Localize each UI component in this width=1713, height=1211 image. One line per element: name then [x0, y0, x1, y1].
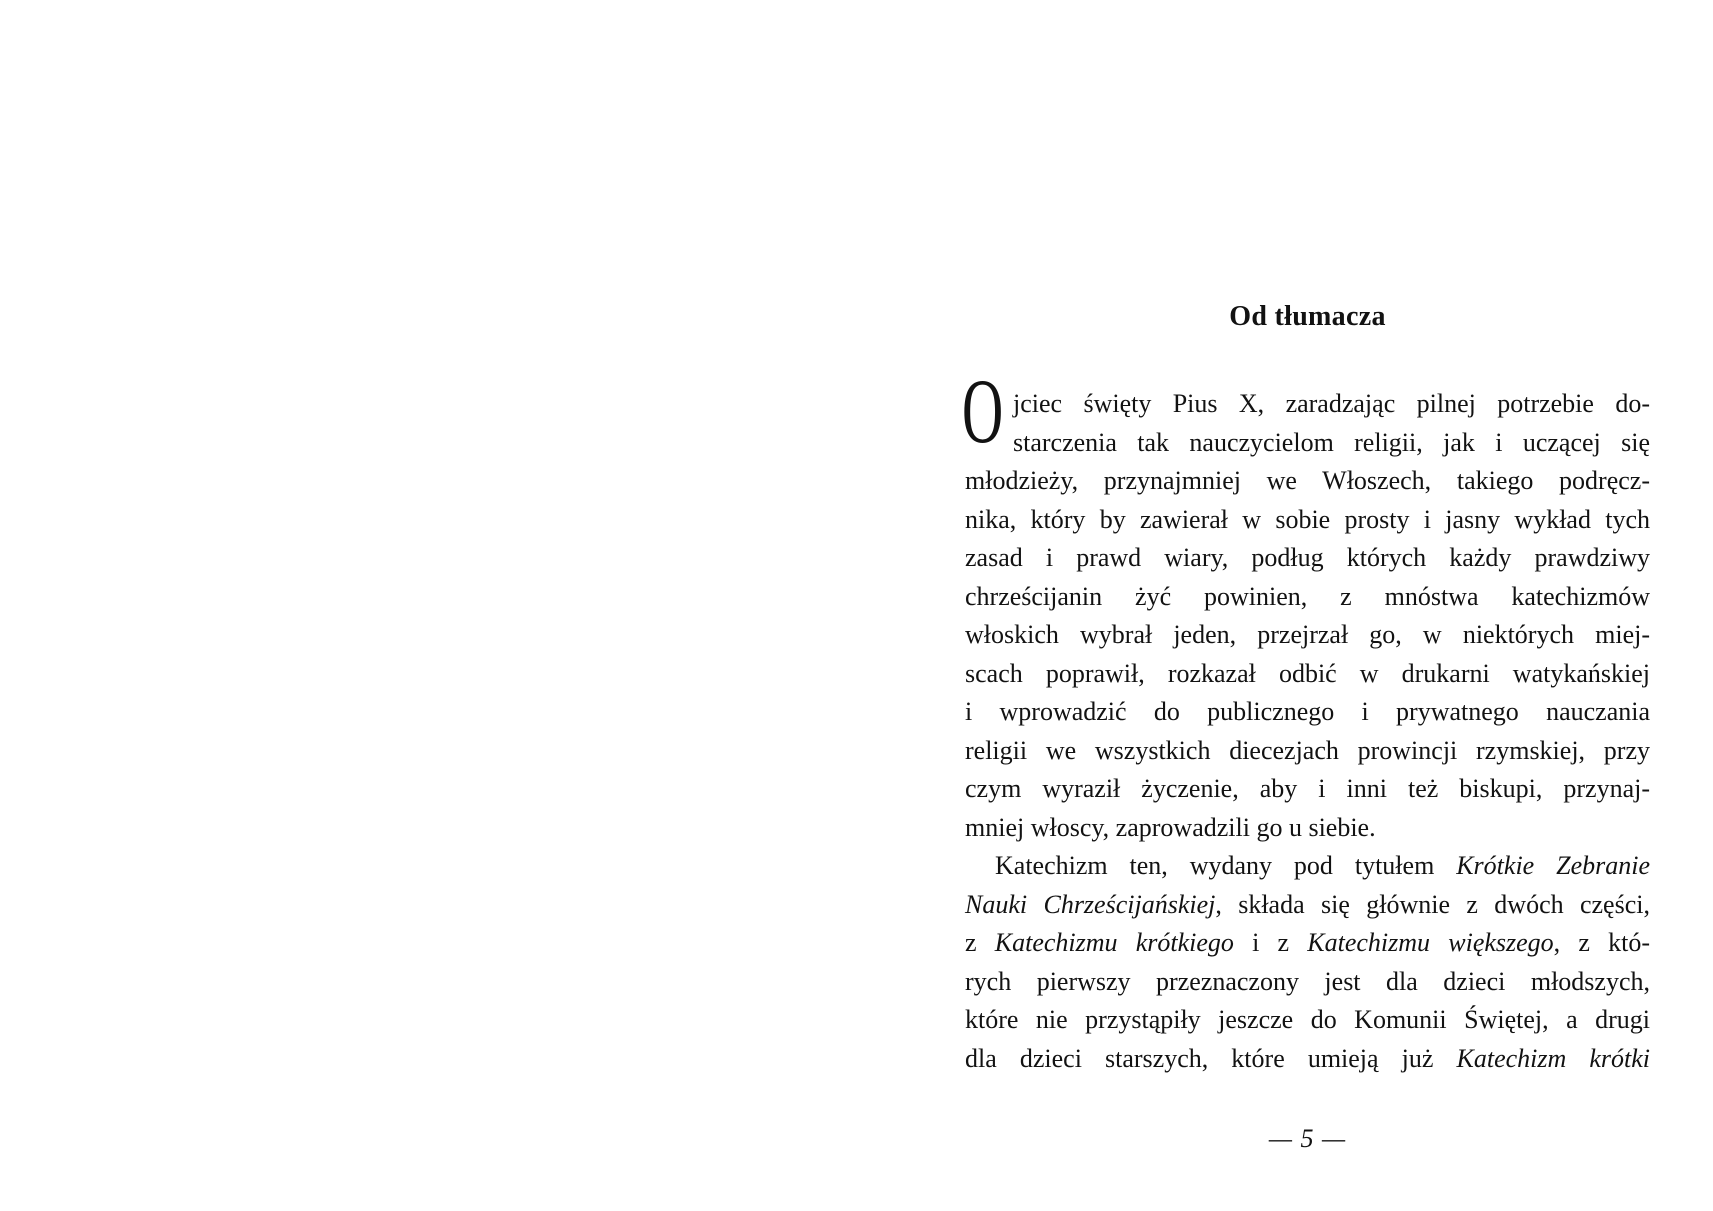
text-line: włoskich wybrał jeden, przejrzał go, w niektórych miej- [965, 620, 1650, 649]
blank-left-page [0, 0, 856, 1211]
text-line: scach poprawił, rozkazał odbić w drukarni watykańskiej [965, 658, 1650, 688]
text-line: dla dzieci starszych, które umieją już Katechizm krótki [965, 1043, 1650, 1073]
text-line: nika, który by zawierał w sobie prosty i jasny wykład tych [965, 504, 1650, 534]
text-line: jciec święty Pius X, zaradzając pilnej potrzebie do- [1013, 389, 1650, 418]
text-line: które nie przystąpiły jeszcze do Komunii Świętej, a drugi [965, 1005, 1650, 1034]
body-text [962, 360, 1651, 1078]
text-column [962, 301, 1651, 1154]
text-line: starczenia tak nauczycielom religii, jak i uczącej się [1013, 427, 1650, 457]
text-line: zasad i prawd wiary, podług których każdy prawdziwy [965, 543, 1650, 572]
chapter-heading: Od tłumacza [1229, 301, 1386, 332]
paragraph-lines [965, 385, 1650, 1078]
text-line: z Katechizmu krótkiego i z Katechizmu większego, z któ- [965, 928, 1650, 957]
page-number: — 5 — [1268, 1124, 1347, 1153]
text-line: mniej włoscy, zaprowadzili go u siebie. [965, 812, 1376, 842]
text-line: Katechizm ten, wydany pod tytułem Krótkie Zebranie [995, 851, 1651, 880]
text-line: rych pierwszy przeznaczony jest dla dzieci młodszych, [965, 966, 1650, 996]
drop-cap: O [962, 360, 1004, 462]
text-line: religii we wszystkich diecezjach prowincji rzymskiej, przy [965, 735, 1650, 765]
text-line: młodzieży, przynajmniej we Włoszech, takiego podręcz- [965, 466, 1650, 495]
text-line: chrześcijanin żyć powinien, z mnóstwa katechizmów [965, 581, 1650, 611]
text-line: czym wyraził życzenie, aby i inni też biskupi, przynaj- [965, 774, 1650, 803]
text-line: Nauki Chrześcijańskiej, składa się głównie z dwóch części, [965, 889, 1650, 919]
text-line: i wprowadzić do publicznego i prywatnego nauczania [965, 697, 1650, 726]
